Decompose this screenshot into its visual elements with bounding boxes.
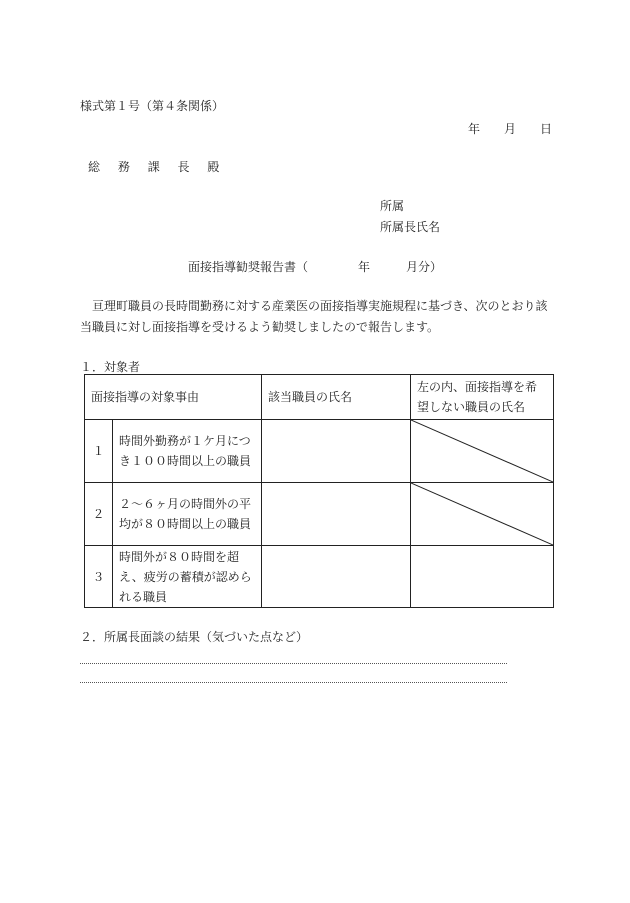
row-declined-cell [411,420,554,483]
table-row [85,420,554,483]
addressee-char: 課 [147,160,160,174]
targets-table [84,374,554,608]
addressee-char: 総 [88,160,101,174]
row-name-cell[interactable] [262,546,411,608]
answer-dotted-line[interactable] [80,682,507,683]
header-reason: 面接指導の対象事由 [85,375,262,420]
row-number: １ [85,420,113,483]
title-year: 年 [358,260,371,274]
table-header-row [85,375,554,420]
row-name-cell[interactable] [262,420,411,483]
row-reason: 時間外勤務が１ケ月につき１００時間以上の職員 [113,420,262,483]
affiliation-label: 所属 [380,199,405,213]
addressee-char: 務 [117,160,130,174]
addressee-char: 長 [177,160,190,174]
date-day: 日 [540,122,553,136]
date-year: 年 [468,122,481,136]
row-number: ２ [85,483,113,546]
row-declined-cell[interactable] [411,546,554,608]
section1-heading: １．対象者 [80,360,141,374]
row-name-cell[interactable] [262,483,411,546]
addressee-char: 殿 [207,160,220,174]
form-label: 様式第１号（第４条関係） [80,99,225,113]
header-name: 該当職員の氏名 [262,375,411,420]
date-month: 月 [504,122,517,136]
table-row [85,483,554,546]
header-declined: 左の内、面接指導を希望しない職員の氏名 [411,375,554,420]
diagonal-slash [411,483,553,545]
body-paragraph: 亘理町職員の長時間勤務に対する産業医の面接指導実施規程に基づき、次のとおり該当職員に対し面接指導を受けるよう勧奨しましたので報告します。 [80,299,548,334]
title-main: 面接指導勧奨報告書（ [188,260,309,274]
diagonal-slash [411,420,553,482]
answer-dotted-line[interactable] [80,663,507,664]
row-reason: ２～６ヶ月の時間外の平均が８０時間以上の職員 [113,483,262,546]
row-declined-cell [411,483,554,546]
table-row [85,546,554,608]
addressee [88,158,219,175]
head-name-label: 所属長氏名 [380,220,441,234]
report-title [188,258,442,275]
row-number: ３ [85,546,113,608]
section2-heading: ２．所属長面談の結果（気づいた点など） [80,630,309,644]
row-reason: 時間外が８０時間を超え、疲労の蓄積が認められる職員 [113,546,262,608]
title-month: 月分） [406,260,443,274]
